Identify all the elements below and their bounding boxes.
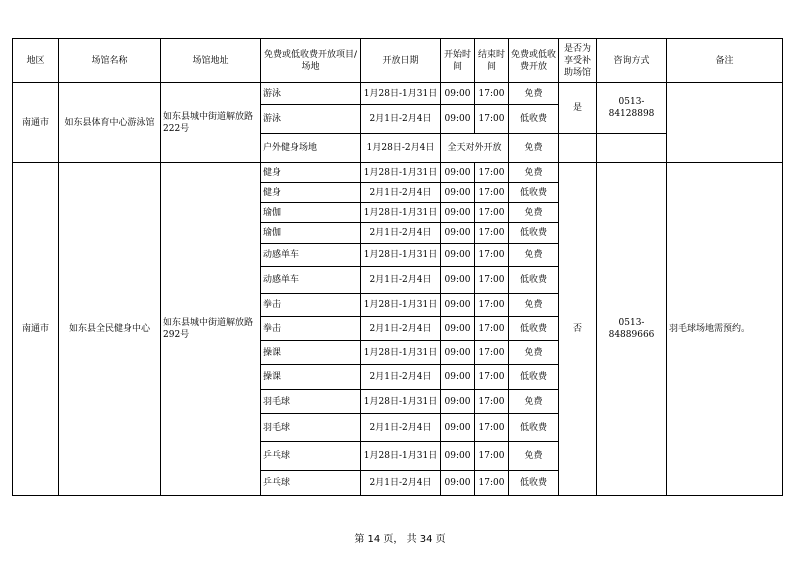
dates-cell: 1月28日-1月31日 [361,294,441,317]
fee-cell: 低收费 [509,183,559,203]
fee-cell: 免费 [509,341,559,365]
region-cell: 南通市 [13,83,59,163]
header-start-time: 开始时间 [441,39,475,83]
table-row [13,83,783,105]
end-cell: 17:00 [475,471,509,496]
fee-cell: 免费 [509,203,559,223]
page-footer: 第 14 页， 共 34 页 [354,534,446,545]
fee-cell: 低收费 [509,105,559,134]
venue-name-cell: 如东县全民健身中心 [59,163,161,496]
item-cell: 健身 [261,163,361,183]
end-cell: 17:00 [475,83,509,105]
dates-cell: 2月1日-2月4日 [361,317,441,341]
fee-cell: 免费 [509,294,559,317]
dates-cell: 1月28日-1月31日 [361,244,441,267]
dates-cell: 1月28日-1月31日 [361,341,441,365]
dates-cell: 2月1日-2月4日 [361,414,441,442]
venue-table [12,38,783,496]
header-remarks: 备注 [667,39,783,83]
start-cell: 09:00 [441,203,475,223]
item-cell: 羽毛球 [261,390,361,414]
end-cell: 17:00 [475,163,509,183]
end-cell: 17:00 [475,365,509,390]
header-subsidized: 是否为享受补助场馆 [559,39,597,83]
header-venue-address: 场馆地址 [161,39,261,83]
dates-cell: 1月28日-2月4日 [361,134,441,163]
start-cell: 09:00 [441,414,475,442]
subsidized-cell-empty [559,134,597,163]
item-cell: 瑜伽 [261,223,361,244]
dates-cell: 2月1日-2月4日 [361,267,441,294]
start-cell: 09:00 [441,223,475,244]
item-cell: 动感单车 [261,267,361,294]
remarks-cell: 羽毛球场地需预约。 [667,163,783,496]
fee-cell: 低收费 [509,223,559,244]
start-cell: 09:00 [441,163,475,183]
fee-cell: 免费 [509,163,559,183]
fee-cell: 免费 [509,390,559,414]
fee-cell: 低收费 [509,471,559,496]
item-cell: 游泳 [261,83,361,105]
dates-cell: 2月1日-2月4日 [361,365,441,390]
start-cell: 09:00 [441,341,475,365]
dates-cell: 2月1日-2月4日 [361,105,441,134]
end-cell: 17:00 [475,341,509,365]
fee-cell: 低收费 [509,267,559,294]
header-items: 免费或低收费开放项目/场地 [261,39,361,83]
header-contact: 咨询方式 [597,39,667,83]
header-fee-type: 免费或低收费开放 [509,39,559,83]
subsidized-cell: 是 [559,83,597,134]
table-row [13,163,783,183]
start-cell: 09:00 [441,317,475,341]
item-cell: 乒乓球 [261,471,361,496]
item-cell: 户外健身场地 [261,134,361,163]
start-cell: 09:00 [441,471,475,496]
header-region: 地区 [13,39,59,83]
subsidized-cell: 否 [559,163,597,496]
fee-cell: 低收费 [509,414,559,442]
contact-cell: 0513-84128898 [597,83,667,134]
end-cell: 17:00 [475,390,509,414]
end-cell: 17:00 [475,267,509,294]
item-cell: 拳击 [261,294,361,317]
start-cell: 09:00 [441,390,475,414]
end-cell: 17:00 [475,183,509,203]
start-cell: 09:00 [441,267,475,294]
contact-cell: 0513-84889666 [597,163,667,496]
start-cell: 09:00 [441,442,475,471]
end-cell: 17:00 [475,223,509,244]
header-venue-name: 场馆名称 [59,39,161,83]
header-end-time: 结束时间 [475,39,509,83]
start-cell: 09:00 [441,244,475,267]
start-cell: 09:00 [441,294,475,317]
fee-cell: 低收费 [509,317,559,341]
end-cell: 17:00 [475,294,509,317]
fee-cell: 免费 [509,244,559,267]
end-cell: 17:00 [475,442,509,471]
remarks-cell [667,83,783,163]
dates-cell: 1月28日-1月31日 [361,442,441,471]
end-cell: 17:00 [475,105,509,134]
end-cell: 17:00 [475,203,509,223]
item-cell: 游泳 [261,105,361,134]
item-cell: 健身 [261,183,361,203]
start-cell: 09:00 [441,83,475,105]
contact-cell-empty [597,134,667,163]
header-open-dates: 开放日期 [361,39,441,83]
region-cell: 南通市 [13,163,59,496]
dates-cell: 2月1日-2月4日 [361,183,441,203]
item-cell: 操课 [261,365,361,390]
item-cell: 瑜伽 [261,203,361,223]
venue-name-cell: 如东县体育中心游泳馆 [59,83,161,163]
dates-cell: 2月1日-2月4日 [361,471,441,496]
item-cell: 操课 [261,341,361,365]
start-cell: 09:00 [441,365,475,390]
dates-cell: 1月28日-1月31日 [361,203,441,223]
fee-cell: 免费 [509,442,559,471]
end-cell: 17:00 [475,317,509,341]
dates-cell: 1月28日-1月31日 [361,390,441,414]
item-cell: 动感单车 [261,244,361,267]
fee-cell: 低收费 [509,365,559,390]
item-cell: 羽毛球 [261,414,361,442]
venue-address-cell: 如东县城中街道解放路222号 [161,83,261,163]
end-cell: 17:00 [475,244,509,267]
end-cell: 17:00 [475,414,509,442]
start-cell: 09:00 [441,183,475,203]
dates-cell: 1月28日-1月31日 [361,163,441,183]
dates-cell: 2月1日-2月4日 [361,223,441,244]
item-cell: 乒乓球 [261,442,361,471]
fee-cell: 免费 [509,134,559,163]
header-row [13,39,783,83]
item-cell: 拳击 [261,317,361,341]
fee-cell: 免费 [509,83,559,105]
start-cell: 09:00 [441,105,475,134]
allday-cell: 全天对外开放 [441,134,509,163]
venue-address-cell: 如东县城中街道解放路292号 [161,163,261,496]
dates-cell: 1月28日-1月31日 [361,83,441,105]
